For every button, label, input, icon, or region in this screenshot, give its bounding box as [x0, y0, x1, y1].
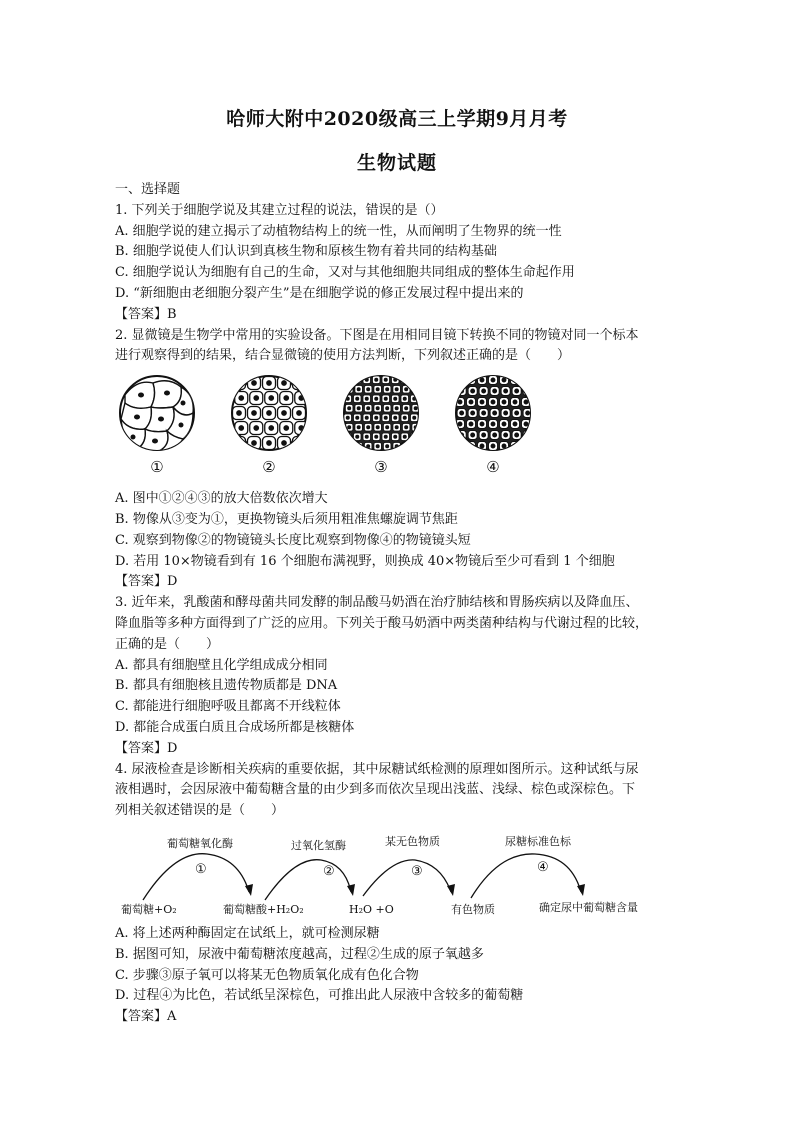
section-heading: 一、选择题 [115, 182, 181, 197]
question-4-option-d: D. 过程④为比色，若试纸呈深棕色，可推出此人尿液中含较多的葡萄糖 [115, 988, 524, 1004]
question-3-option-b: B. 都具有细胞核且遗传物质都是 DNA [115, 678, 338, 694]
exam-subtitle: 生物试题 [356, 152, 437, 174]
question-1-option-c: C. 细胞学说认为细胞有自己的生命，又对与其他细胞共同组成的整体生命起作用 [115, 265, 575, 281]
question-2-option-d: D. 若用 10×物镜看到有 16 个细胞布满视野，则换成 40×物镜后至少可看到 1 个细胞 [115, 553, 615, 569]
microscope-view-2 [229, 373, 309, 477]
step-3-marker: ③ [411, 863, 423, 879]
enzyme-glucose-oxidase-label: 葡萄糖氧化酶 [167, 836, 233, 850]
colorless-substance-label: 某无色物质 [385, 834, 440, 848]
question-4 [115, 760, 685, 1028]
question-3-option-d: D. 都能合成蛋白质且合成场所都是核糖体 [115, 719, 355, 735]
standard-color-chart-label: 尿糖标准色标 [505, 834, 571, 848]
question-4-answer: 【答案】A [115, 1009, 177, 1025]
question-4-option-a: A. 将上述两种酶固定在试纸上，就可检测尿糖 [115, 925, 380, 941]
question-2-option-a: A. 图中①②④③的放大倍数依次增大 [115, 491, 328, 507]
question-2-stem-line-2: 进行观察得到的结果，结合显微镜的使用方法判断，下列叙述正确的是（ ） [115, 348, 571, 364]
enzyme-catalase-label: 过氧化氢酶 [291, 838, 346, 852]
colored-substance-label: 有色物质 [451, 902, 495, 916]
microscope-view-3-label: ③ [374, 458, 388, 477]
microscope-view-3 [341, 373, 421, 477]
question-2 [115, 326, 685, 594]
question-3-stem-line-3: 正确的是（ ） [115, 636, 220, 652]
question-3-option-c: C. 都能进行细胞呼吸且都离不开线粒体 [115, 699, 341, 715]
step-4-marker: ④ [537, 859, 549, 875]
microscope-views-figure [115, 373, 685, 489]
step-2-marker: ② [323, 863, 335, 879]
question-1-option-a: A. 细胞学说的建立揭示了动植物结构上的统一性，从而阐明了生物界的统一性 [115, 223, 562, 239]
glucose-oxygen-label: 葡萄糖+O₂ [121, 902, 177, 916]
microscope-view-1-label: ① [150, 458, 164, 477]
step-1-marker: ① [195, 861, 207, 877]
question-3-stem-line-1: 3. 近年来，乳酸菌和酵母菌共同发酵的制品酸马奶酒在治疗肺结核和胃肠疾病以及降血压、 [115, 595, 639, 611]
gluconic-acid-label: 葡萄糖酸+H₂O₂ [223, 902, 304, 916]
water-oxygen-label: H₂O +O [349, 902, 394, 916]
question-3-option-a: A. 都具有细胞壁且化学组成成分相同 [115, 657, 328, 673]
microscope-view-4-label: ④ [486, 458, 500, 477]
question-3 [115, 593, 685, 759]
question-2-answer: 【答案】D [115, 574, 178, 590]
question-4-option-b: B. 据图可知，尿液中葡萄糖浓度越高，过程②生成的原子氧越多 [115, 946, 484, 962]
question-4-stem-line-2: 液相遇时，会因尿液中葡萄糖含量的由少到多而依次呈现出浅蓝、浅绿、棕色或深棕色。下 [115, 782, 636, 798]
question-1 [115, 201, 685, 326]
question-2-stem-line-1: 2. 显微镜是生物学中常用的实验设备。下图是在用相同目镜下转换不同的物镜对同一个标本 [115, 327, 639, 343]
question-1-stem: 1. 下列关于细胞学说及其建立过程的说法，错误的是（） [115, 202, 444, 218]
question-4-stem-line-1: 4. 尿液检查是诊断相关疾病的重要依据，其中尿糖试纸检测的原理如图所示。这种试纸与尿 [115, 761, 639, 777]
question-1-answer: 【答案】B [115, 306, 177, 322]
urine-glucose-result-label: 确定尿中葡萄糖含量 [539, 900, 638, 914]
question-3-answer: 【答案】D [115, 740, 178, 756]
question-1-option-d: D. “新细胞由老细胞分裂产生”是在细胞学说的修正发展过程中提出来的 [115, 285, 524, 301]
microscope-view-1 [117, 373, 197, 477]
microscope-view-2-label: ② [262, 458, 276, 477]
question-4-option-c: C. 步骤③原子氧可以将某无色物质氧化成有色化合物 [115, 967, 419, 983]
question-3-stem-line-2: 降血脂等多种方面得到了广泛的应用。下列关于酸马奶酒中两类菌种结构与代谢过程的比较， [115, 615, 649, 631]
microscope-view-4 [453, 373, 533, 477]
question-2-option-b: B. 物像从③变为①，更换物镜头后须用粗准焦螺旋调节焦距 [115, 511, 458, 527]
exam-content [115, 180, 685, 1028]
question-4-stem-line-3: 列相关叙述错误的是（ ） [115, 803, 285, 819]
question-2-option-c: C. 观察到物像②的物镜镜头长度比观察到物像④的物镜镜头短 [115, 532, 471, 548]
exam-title: 哈师大附中2020级高三上学期9月月考 [226, 108, 568, 130]
question-1-option-b: B. 细胞学说使人们认识到真核生物和原核生物有着共同的结构基础 [115, 244, 497, 260]
urine-test-diagram [115, 830, 685, 924]
